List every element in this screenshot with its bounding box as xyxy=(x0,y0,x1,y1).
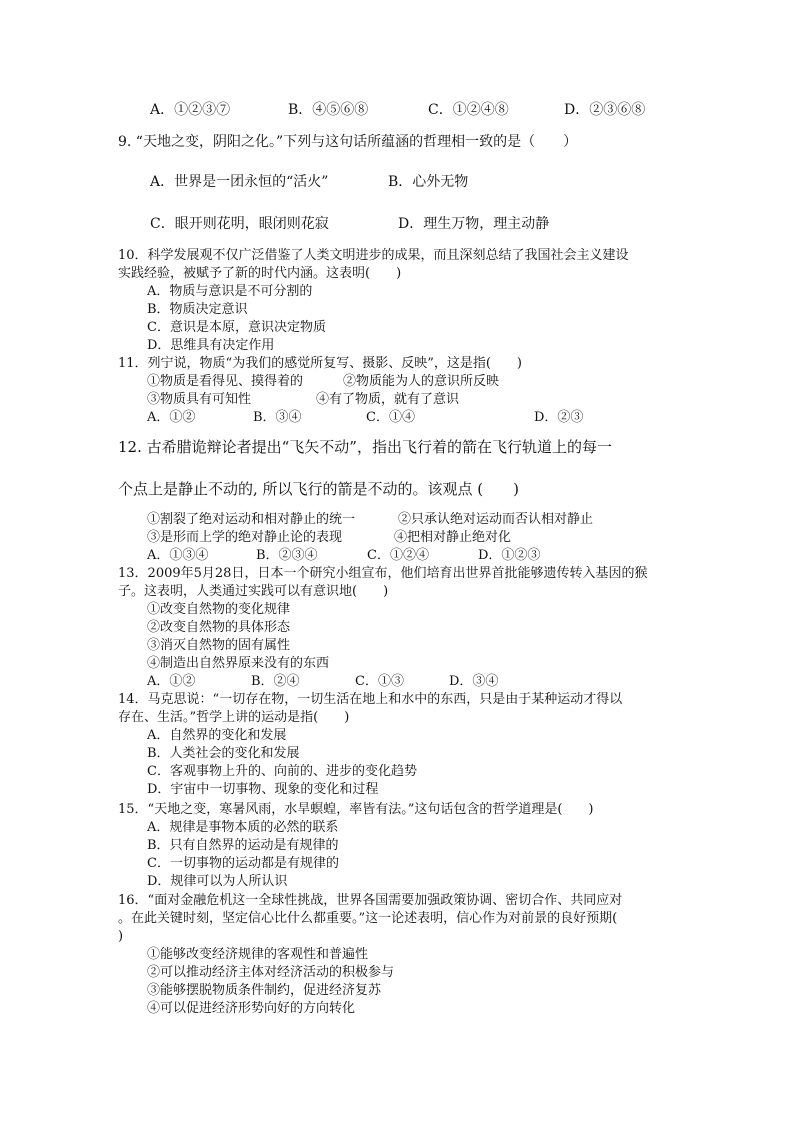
q9-option-c: C．眼开则花明，眼闭则花寂 xyxy=(150,216,329,232)
q15-option-c: C．一切事物的运动都是有规律的 xyxy=(147,856,339,871)
q13-option-b: B．②④ xyxy=(251,674,300,689)
q12-item-3: ③是形而上学的绝对静止论的表现 xyxy=(147,530,343,545)
q11-stem: 11．列宁说，物质“为我们的感觉所复写、摄影、反映”，这是指( ) xyxy=(118,356,522,371)
q12-item-2: ②只承认绝对运动而否认相对静止 xyxy=(398,512,594,527)
q13-item-1: ①改变自然物的变化规律 xyxy=(147,602,291,617)
q13-option-d: D．③④ xyxy=(449,674,499,689)
q9-option-d: D．理生万物，理主动静 xyxy=(398,216,550,232)
q10-stem-line-2: 实践经验，被赋予了新的时代内涵。这表明( ) xyxy=(118,266,402,281)
q12-option-b: B．②③④ xyxy=(256,548,318,563)
q11-option-c: C．①④ xyxy=(366,410,415,425)
q10-option-b: B．物质决定意识 xyxy=(147,302,248,317)
q11-item-2: ②物质能为人的意识所反映 xyxy=(343,374,500,389)
q11-item-4: ④有了物质，就有了意识 xyxy=(316,392,460,407)
q9-stem: 9. “天地之变，阴阳之化。”下列与这句话所蕴涵的哲理相一致的是（ ） xyxy=(118,134,578,150)
q10-option-c: C．意识是本原，意识决定物质 xyxy=(147,320,326,335)
q16-stem-line-2: 。在此关键时刻，坚定信心比什么都重要。”这一论述表明，信心作为对前景的良好预期( xyxy=(118,911,618,926)
q16-item-1: ①能够改变经济规律的客观性和普遍性 xyxy=(147,947,369,962)
q11-item-3: ③物质具有可知性 xyxy=(147,392,252,407)
q12-option-c: C．①②④ xyxy=(367,548,429,563)
q15-option-b: B．只有自然界的运动是有规律的 xyxy=(147,838,339,853)
q11-option-a: A．①② xyxy=(147,410,196,425)
q10-option-d: D．思维具有决定作用 xyxy=(147,338,275,353)
q8-option-c: C．①②④⑧ xyxy=(428,102,509,118)
q15-option-d: D．规律可以为人所认识 xyxy=(147,874,288,889)
q16-stem-line-1: 16．“面对金融危机这一全球性挑战，世界各国需要加强政策协调、密切合作、共同应对 xyxy=(118,893,623,908)
q9-option-a: A．世界是一团永恒的“活火” xyxy=(150,174,329,190)
q14-option-a: A．自然界的变化和发展 xyxy=(147,728,287,743)
q14-stem-line-1: 14．马克思说：“一切存在物，一切生活在地上和水中的东西，只是由于某种运动才得以 xyxy=(118,692,623,707)
q12-stem-line-2: 个点上是静止不动的, 所以飞行的箭是不动的。该观点 ( ) xyxy=(118,480,520,498)
q14-option-d: D．宇宙中一切事物、现象的变化和过程 xyxy=(147,782,379,797)
q11-item-1: ①物质是看得见、摸得着的 xyxy=(147,374,304,389)
q13-option-a: A．①② xyxy=(147,674,196,689)
q10-option-a: A．物质与意识是不可分割的 xyxy=(147,284,313,299)
q13-stem-line-2: 子。这表明，人类通过实践可以有意识地( ) xyxy=(118,584,389,599)
q12-item-4: ④把相对静止绝对化 xyxy=(394,530,512,545)
q14-option-c: C．客观事物上升的、向前的、进步的变化趋势 xyxy=(147,764,417,779)
q8-option-d: D．②③⑥⑧ xyxy=(564,102,646,118)
q16-item-3: ③能够摆脱物质条件制约，促进经济复苏 xyxy=(147,983,382,998)
q12-option-d: D．①②③ xyxy=(478,548,541,563)
q8-option-a: A．①②③⑦ xyxy=(150,102,231,118)
q15-option-a: A．规律是事物本质的必然的联系 xyxy=(147,820,339,835)
q14-stem-line-2: 存在、生活。”哲学上讲的运动是指( ) xyxy=(118,710,350,725)
q14-option-b: B．人类社会的变化和发展 xyxy=(147,746,300,761)
q9-option-b: B．心外无物 xyxy=(388,174,469,190)
q15-stem: 15．“天地之变，寒暑风雨，水旱螟蝗，率皆有法。”这句话包含的哲学道理是( ) xyxy=(118,802,594,817)
q11-option-b: B．③④ xyxy=(253,410,302,425)
q13-stem-line-1: 13．2009年5月28日，日本一个研究小组宣布，他们培育出世界首批能够遗传转入基因的猴 xyxy=(118,566,648,581)
q13-item-4: ④制造出自然界原来没有的东西 xyxy=(147,656,330,671)
q16-item-2: ②可以推动经济主体对经济活动的积极参与 xyxy=(147,965,395,980)
q13-item-3: ③消灭自然物的固有属性 xyxy=(147,638,291,653)
q16-stem-line-3: ) xyxy=(118,929,124,944)
q16-item-4: ④可以促进经济形势向好的方向转化 xyxy=(147,1001,356,1016)
q11-option-d: D．②③ xyxy=(534,410,584,425)
q10-stem-line-1: 10．科学发展观不仅广泛借鉴了人类文明进步的成果，而且深刻总结了我国社会主义建设 xyxy=(118,248,629,263)
q8-option-b: B．④⑤⑥⑧ xyxy=(288,102,369,118)
q12-option-a: A．①③④ xyxy=(147,548,209,563)
q13-option-c: C．①③ xyxy=(355,674,404,689)
q13-item-2: ②改变自然物的具体形态 xyxy=(147,620,291,635)
q12-stem-line-1: 12. 古希腊诡辩论者提出“飞矢不动”，指出飞行着的箭在飞行轨道上的每一 xyxy=(118,438,612,456)
q12-item-1: ①割裂了绝对运动和相对静止的统一 xyxy=(147,512,356,527)
